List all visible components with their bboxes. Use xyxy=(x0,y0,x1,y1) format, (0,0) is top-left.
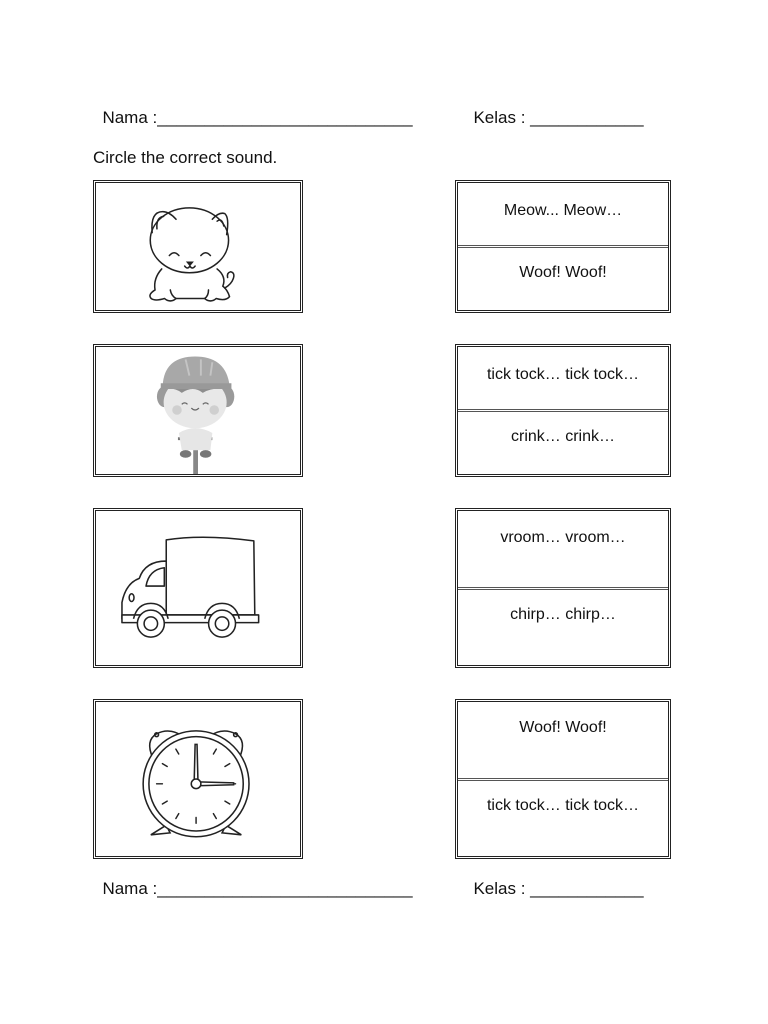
nama-label: Nama : xyxy=(102,879,158,898)
choice-box-2 xyxy=(455,344,671,477)
choice-option[interactable] xyxy=(458,781,668,857)
choice-option[interactable] xyxy=(458,511,668,590)
choice-box-4 xyxy=(455,699,671,859)
choice-option[interactable] xyxy=(458,183,668,248)
choice-label: chirp… chirp… xyxy=(510,605,616,623)
choice-label: tick tock… tick tock… xyxy=(486,796,640,814)
kelas-label: Kelas : xyxy=(473,879,526,898)
cat-illustration xyxy=(96,183,300,310)
alarm-clock-illustration xyxy=(96,702,300,856)
kelas-label: Kelas : xyxy=(473,108,526,127)
nama-label: Nama : xyxy=(102,108,158,127)
picture-box-cat xyxy=(93,180,303,313)
choice-label: Woof! Woof! xyxy=(519,264,607,281)
picture-box-truck xyxy=(93,508,303,668)
choice-option[interactable] xyxy=(458,248,668,310)
choice-box-1 xyxy=(455,180,671,313)
choice-label: crink… crink… xyxy=(510,428,615,445)
choice-label: Woof! Woof! xyxy=(519,719,607,736)
instruction-text: Circle the correct sound. xyxy=(93,148,278,167)
boy-on-bicycle-illustration xyxy=(96,347,300,474)
choice-option[interactable] xyxy=(458,702,668,781)
choice-label: vroom… vroom… xyxy=(500,529,626,546)
footer-nama xyxy=(93,859,413,899)
choice-option[interactable] xyxy=(458,412,668,474)
choice-label: tick tock… tick tock… xyxy=(486,366,640,383)
choice-label: Meow... Meow… xyxy=(503,202,623,219)
header-kelas xyxy=(464,88,644,128)
kelas-blank-field[interactable]: ____________ xyxy=(530,879,644,898)
choice-option[interactable] xyxy=(458,590,668,666)
picture-box-alarm-clock xyxy=(93,699,303,859)
header-nama xyxy=(93,88,413,128)
choice-box-3 xyxy=(455,508,671,668)
nama-blank-field[interactable]: ___________________________ xyxy=(157,879,413,898)
footer-kelas xyxy=(464,859,644,899)
choice-option[interactable] xyxy=(458,347,668,412)
picture-box-boy-bicycle xyxy=(93,344,303,477)
nama-blank-field[interactable]: ___________________________ xyxy=(157,108,413,127)
kelas-blank-field[interactable]: ____________ xyxy=(530,108,644,127)
truck-illustration xyxy=(96,511,300,665)
